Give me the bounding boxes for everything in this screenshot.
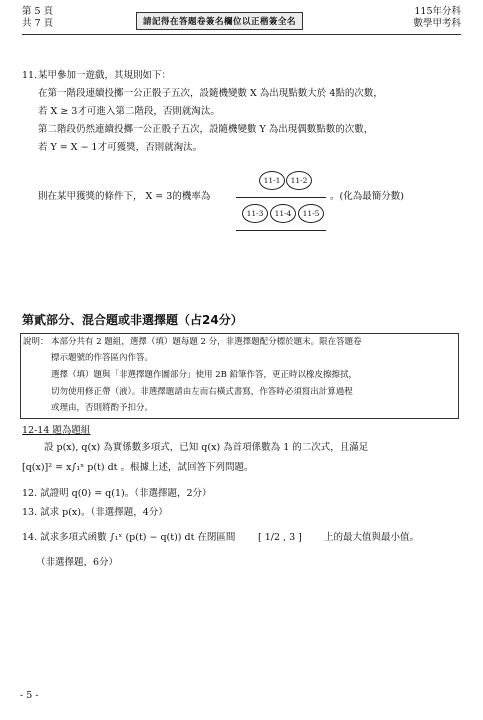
note-label: 說明： bbox=[23, 337, 49, 347]
group-intro1: 設 p(x), q(x) 為實係數多項式，已知 q(x) 為首項係數為 1 的二次式，且滿足 bbox=[44, 442, 369, 453]
q11-line5: 若 Y = X − 1才可獲獎，否則就淘汰。 bbox=[38, 142, 203, 153]
answer-box-11-5[interactable]: 11-5 bbox=[298, 204, 324, 223]
exam-year: 115年分科 bbox=[414, 6, 461, 17]
footer-page-number: - 5 - bbox=[20, 690, 39, 701]
part2-title: 第貳部分、混合題或非選擇題（占24分） bbox=[22, 313, 243, 327]
q14-interval: [ 1/2 , 3 ] bbox=[258, 532, 302, 543]
exam-subject: 數學甲考科 bbox=[413, 18, 461, 29]
answer-box-11-3[interactable]: 11-3 bbox=[242, 204, 268, 223]
exam-info bbox=[413, 6, 461, 30]
q14-suffix: 上的最大值與最小值。 bbox=[324, 532, 420, 543]
note-line3: 選擇（填）題與「非選擇題作圖部分」使用 2B 鉛筆作答，更正時以橡皮擦擦拭， bbox=[51, 370, 358, 380]
page-indicator bbox=[22, 6, 53, 30]
part2-instructions bbox=[20, 333, 459, 419]
answer-box-11-1[interactable]: 11-1 bbox=[259, 171, 285, 190]
note-line5: 或理由，否則將酌予扣分。 bbox=[51, 403, 154, 413]
q11-line6-suffix: 。(化為最簡分數) bbox=[330, 191, 404, 202]
note-line4: 切勿使用修正帶（液）。非選擇題請由左而右橫式書寫，作答時必須寫出計算過程 bbox=[51, 387, 353, 397]
fraction-underline bbox=[236, 230, 326, 231]
answer-box-11-2[interactable]: 11-2 bbox=[286, 171, 312, 190]
q11-line6-prefix: 則在某甲獲獎的條件下， X = 3的機率為 bbox=[38, 191, 211, 202]
note-line1: 本部分共有 2 題組，選擇（填）題每題 2 分，非選擇題配分標於題末。限在答題卷 bbox=[51, 337, 362, 347]
page-total: 共 7 頁 bbox=[22, 18, 54, 29]
header-rule bbox=[22, 34, 461, 35]
group-intro2: [q(x)]² = x∫₁ˣ p(t) dt 。根據上述，試回答下列問題。 bbox=[22, 462, 254, 473]
q11-line1: 某甲參加一遊戲，其規則如下： bbox=[38, 70, 172, 81]
group-title: 12-14 題為題組 bbox=[22, 425, 91, 436]
note-line2: 標示題號的作答區內作答。 bbox=[51, 353, 154, 363]
signature-notice: 請記得在答題卷簽名欄位以正楷簽全名 bbox=[136, 12, 303, 30]
answer-box-11-4[interactable]: 11-4 bbox=[270, 204, 296, 223]
q11-line3: 若 X ≥ 3才可進入第二階段，否則就淘汰。 bbox=[38, 106, 220, 117]
q14-score: （非選擇題，6分） bbox=[36, 557, 119, 568]
page-current: 第 5 頁 bbox=[22, 6, 54, 17]
q11-line2: 在第一階段連續投擲一公正骰子五次，設隨機變數 X 為出現點數大於 4點的次數， bbox=[38, 88, 383, 99]
q14-prefix: 14. 試求多項式函數 ∫₁ˣ (p(t) − q(t)) dt 在閉區間 bbox=[22, 532, 236, 543]
q11-line4: 第二階段仍然連續投擲一公正骰子五次，設隨機變數 Y 為出現偶數點數的次數， bbox=[38, 124, 374, 135]
fraction-bar bbox=[236, 197, 326, 198]
q12: 12. 試證明 q(0) = q(1)。（非選擇題，2分） bbox=[22, 488, 212, 499]
q13: 13. 試求 p(x)。（非選擇題，4分） bbox=[22, 507, 168, 518]
q11-number: 11. bbox=[22, 70, 38, 81]
